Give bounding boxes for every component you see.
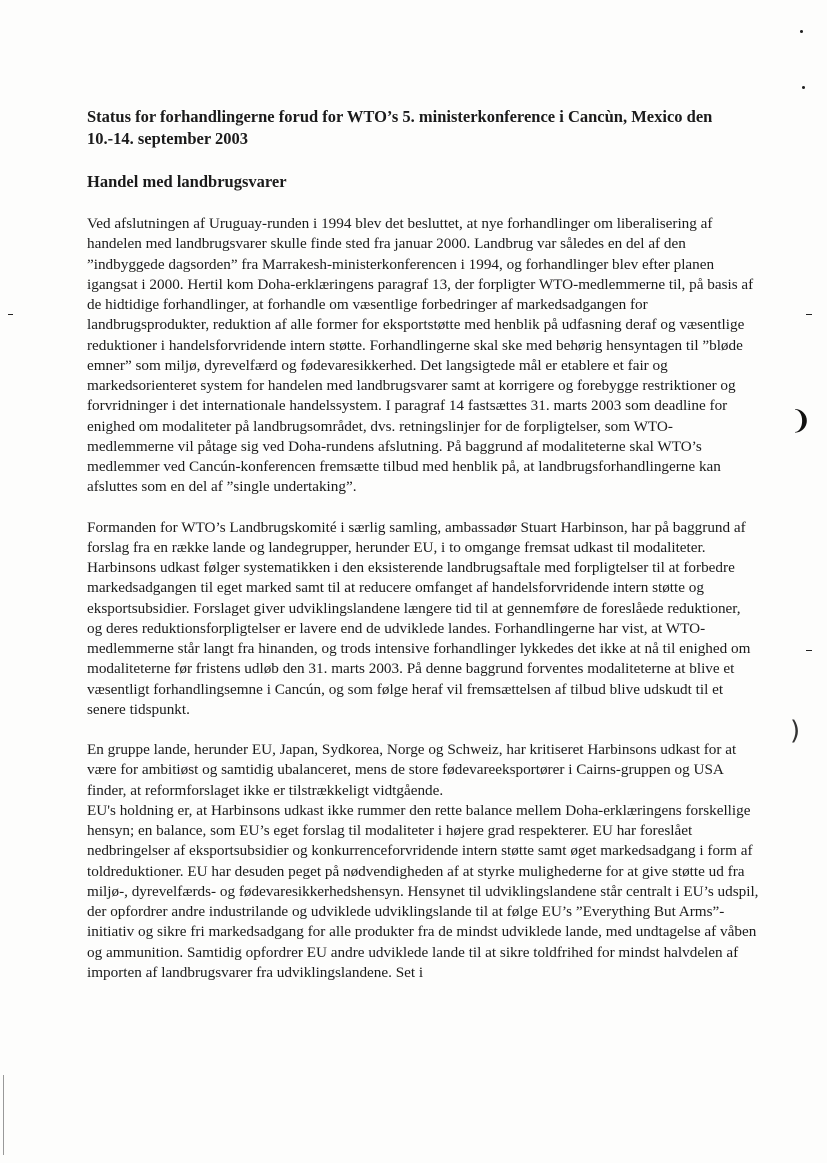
scan-edge [3, 1075, 4, 1155]
scan-mark [8, 314, 13, 315]
paragraph: Formanden for WTO’s Landbrugskomité i særlig samling, ambassadør Stuart Harbinson, har på baggrund af forslag fra en række lande og landegrupper, herunder EU, i to omgange fremsat udkast til modaliteter. Harbinsons udkast følger systematikken i den eksisterende landbrugsaftale med forpligtelser til at forbedre markedsadgangen til eget marked samt til at reducere omfanget af handelsforvridende intern støtte og eksportsubsidier. Forslaget giver udviklingslandene længere tid til at gennemføre de foreslåede reduktioner, og deres reduktionsforpligtelser er lavere end de udviklede landes. Forhandlingerne har vist, at WTO-medlemmerne står langt fra hinanden, og trods intensive forhandlinger lykkedes det ikke at nå til enighed om modaliteterne før fristens udløb den 31. marts 2003. På denne baggrund forventes modaliteterne at blive et væsentligt forhandlingsemne i Cancún, og som følge heraf vil fremsættelsen af tilbud blive udskudt til et senere tidspunkt. [87, 518, 751, 718]
scan-mark [806, 314, 812, 315]
punch-hole-icon: ❩ [790, 406, 812, 436]
document-title: Status for forhandlingerne forud for WTO’s 5. ministerkonference i Cancùn, Mexico den 10.-14. september 2003 [87, 107, 713, 148]
section-heading: Handel med landbrugsvarer [87, 172, 287, 191]
scan-dot [802, 86, 805, 89]
scan-mark [806, 650, 812, 651]
scan-dot [800, 30, 803, 33]
paragraph: Ved afslutningen af Uruguay-runden i 1994 blev det besluttet, at nye forhandlinger om liberalisering af handelen med landbrugsvarer skulle finde sted fra januar 2000. Landbrug var således en del af den ”indbyggede dagsorden” fra Marrakesh-ministerkonferencen i 1994, og forhandlinger blev efter planen igangsat i 2000. Hertil kom Doha-erklæringens paragraf 13, der forpligter WTO-medlemmerne til, på basis af de hidtidige forhandlinger, at forhandle om væsentlige forbedringer af markedsadgangen for landbrugsprodukter, reduktion af alle former for eksportstøtte med henblik på udfasning deraf og væsentlige reduktioner i handelsforvridende intern støtte. Forhandlingerne skal ske med behørig hensyntagen til ”bløde emner” som miljø, dyrevelfærd og fødevaresikkerhed. Det langsigtede mål er etablere et fair og markedsorienteret system for handelen med landbrugsvarer samt at korrigere og forebygge restriktioner og forvridninger i det internationale handelssystem. I paragraf 14 fastsættes 31. marts 2003 som deadline for enighed om modaliteter på landbrugsområdet, dvs. retningslinjer for de forpligtelser, som WTO-medlemmerne vil påtage sig ved Doha-rundens afslutning. På baggrund af modaliteterne skal WTO’s medlemmer ved Cancún-konferencen fremsætte tilbud med henblik på, at landbrugsforhandlingerne kan afsluttes som en del af ”single undertaking”. [87, 215, 754, 496]
punch-hole-icon: ) [790, 716, 801, 746]
document-body [87, 106, 759, 983]
paragraph: En gruppe lande, herunder EU, Japan, Sydkorea, Norge og Schweiz, har kritiseret Harbinsons udkast for at være for ambitiøst og samtidig ubalanceret, mens de store fødevareeksportører i Cairns-gruppen og USA finder, at reformforslaget ikke er tilstrækkeligt vidtgående. [87, 741, 737, 799]
paragraph: EU's holdning er, at Harbinsons udkast ikke rummer den rette balance mellem Doha-erklæringens forskellige hensyn; en balance, som EU’s eget forslag til modaliteter i højere grad respekterer. EU har foreslået nedbringelser af eksportsubsidier og konkurrenceforvridende intern støtte samt øget markedsadgang i form af toldreduktioner. EU har desuden peget på nødvendigheden af at styrke mulighederne for at give støtte ud fra miljø-, dyrevelfærds- og fødevaresikkerhedshensyn. Hensynet til udviklingslandene står centralt i EU’s udspil, der opfordrer andre industrilande og udviklede udviklingslande til at følge EU’s ”Everything But Arms”-initiativ og sikre fri markedsadgang for alle produkter fra de mindst udviklede lande, med undtagelse af våben og ammunition. Samtidig opfordrer EU andre udviklede lande til at sikre toldfrihed for mindst halvdelen af importen af landbrugsvarer fra udviklingslandene. Set i [87, 801, 759, 981]
